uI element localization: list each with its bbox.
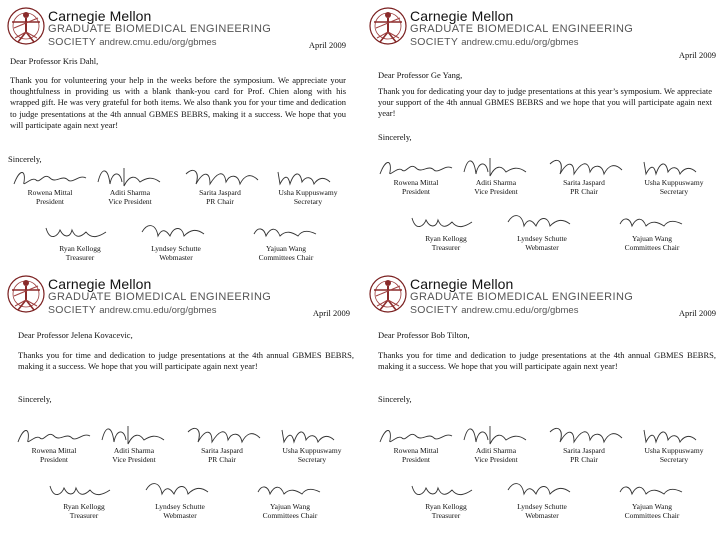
officer-role: Secretary bbox=[659, 455, 689, 464]
officer-name: Rowena Mittal bbox=[31, 446, 77, 455]
greeting: Dear Professor Jelena Kovacevic, bbox=[18, 330, 133, 340]
officer-signature-block bbox=[538, 152, 630, 196]
officer-name: Usha Kuppuswamy bbox=[282, 446, 342, 455]
officer-role: Treasurer bbox=[431, 511, 461, 520]
officer-signature-block bbox=[370, 420, 462, 464]
officer-role: Secretary bbox=[659, 187, 689, 196]
officer-role: President bbox=[402, 455, 430, 464]
officer-role: Committees Chair bbox=[624, 511, 680, 520]
program-name: GRADUATE BIOMEDICAL ENGINEERING bbox=[410, 291, 634, 303]
officer-signature-block bbox=[4, 162, 96, 206]
signature-scribble-icon bbox=[502, 476, 582, 502]
signature-scribble-icon bbox=[544, 152, 624, 178]
closing: Sincerely, bbox=[378, 394, 412, 404]
officer-signature-block bbox=[370, 152, 462, 196]
officer-name: Aditi Sharma bbox=[475, 178, 517, 187]
greeting: Dear Professor Ge Yang, bbox=[378, 70, 463, 80]
officer-role: Webmaster bbox=[159, 253, 193, 262]
university-name: Carnegie Mellon bbox=[410, 276, 514, 292]
officer-signature-block bbox=[606, 208, 698, 252]
officer-name: Yajuan Wang bbox=[270, 502, 310, 511]
officer-signature-block bbox=[38, 476, 130, 520]
signature-scribble-icon bbox=[456, 420, 536, 446]
signature-scribble-icon bbox=[136, 218, 216, 244]
society-url: andrew.cmu.edu/org/gbmes bbox=[99, 305, 217, 316]
thank-you-card bbox=[4, 272, 354, 536]
signature-scribble-icon bbox=[40, 218, 120, 244]
signature-scribble-icon bbox=[376, 152, 456, 178]
officer-name: Lyndsey Schutte bbox=[155, 502, 205, 511]
officer-name: Ryan Kellogg bbox=[425, 502, 467, 511]
officer-role: Vice President bbox=[474, 455, 518, 464]
officer-name: Yajuan Wang bbox=[632, 234, 672, 243]
officer-role: PR Chair bbox=[570, 455, 598, 464]
society-url: andrew.cmu.edu/org/gbmes bbox=[99, 37, 217, 48]
officer-name: Ryan Kellogg bbox=[425, 234, 467, 243]
society-label: SOCIETY bbox=[410, 36, 459, 48]
officer-name: Aditi Sharma bbox=[109, 188, 151, 197]
officer-name: Ryan Kellogg bbox=[63, 502, 105, 511]
officer-role: Treasurer bbox=[431, 243, 461, 252]
officer-role: Vice President bbox=[474, 187, 518, 196]
officer-signature-block bbox=[496, 208, 588, 252]
society-label: SOCIETY bbox=[48, 304, 97, 316]
signature-scribble-icon bbox=[140, 476, 220, 502]
officer-signature-block bbox=[538, 420, 630, 464]
officer-signature-block bbox=[262, 162, 354, 206]
signature-scribble-icon bbox=[182, 420, 262, 446]
officer-role: Secretary bbox=[293, 197, 323, 206]
letter-date: April 2009 bbox=[312, 308, 350, 318]
signature-scribble-icon bbox=[90, 162, 170, 188]
officer-name: Rowena Mittal bbox=[27, 188, 73, 197]
university-name: Carnegie Mellon bbox=[410, 8, 514, 24]
signature-scribble-icon bbox=[376, 420, 456, 446]
message-body: Thanks you for time and dedication to judge presentations at the 4th annual GBMES BEBRS, making it a success. We hope that you will participate again next year! bbox=[18, 350, 354, 372]
officer-name: Sarita Jaspard bbox=[563, 178, 605, 187]
program-name: GRADUATE BIOMEDICAL ENGINEERING bbox=[48, 291, 272, 303]
society-line bbox=[410, 304, 578, 316]
closing: Sincerely, bbox=[8, 154, 42, 164]
officer-signature-block bbox=[174, 162, 266, 206]
signature-scribble-icon bbox=[250, 476, 330, 502]
closing: Sincerely, bbox=[18, 394, 52, 404]
officer-role: PR Chair bbox=[206, 197, 234, 206]
officer-name: Lyndsey Schutte bbox=[151, 244, 201, 253]
message-body: Thank you for dedicating your day to judge presentations at this year’s symposium. We appreciate your support of the 4th annual GBMES BEBRS and we hope that you will participate again next year! bbox=[378, 86, 712, 119]
cmu-seal-icon bbox=[6, 4, 46, 48]
signature-scribble-icon bbox=[502, 208, 582, 234]
officer-signature-block bbox=[266, 420, 358, 464]
officer-name: Lyndsey Schutte bbox=[517, 502, 567, 511]
message-body: Thank you for volunteering your help in the weeks before the symposium. We appreciate your thoughtfulness in providing us with a blank thank-you card for Prof. Chien along with his wrapped gift. He was very grateful for both items. We also thank you for your time and dedication to judge presentations at the 4th annual GBMES BEBRS, making it a success. We hope that you will participate again next year! bbox=[10, 75, 346, 130]
officer-name: Ryan Kellogg bbox=[59, 244, 101, 253]
signature-scribble-icon bbox=[272, 420, 352, 446]
officer-role: Committees Chair bbox=[624, 243, 680, 252]
signature-scribble-icon bbox=[14, 420, 94, 446]
officer-role: Committees Chair bbox=[258, 253, 314, 262]
signature-scribble-icon bbox=[634, 420, 714, 446]
signature-scribble-icon bbox=[44, 476, 124, 502]
officer-role: President bbox=[40, 455, 68, 464]
program-name: GRADUATE BIOMEDICAL ENGINEERING bbox=[410, 23, 634, 35]
signature-scribble-icon bbox=[456, 152, 536, 178]
officer-role: Vice President bbox=[112, 455, 156, 464]
officer-name: Sarita Jaspard bbox=[199, 188, 241, 197]
officer-role: Webmaster bbox=[525, 243, 559, 252]
greeting: Dear Professor Bob Tilton, bbox=[378, 330, 470, 340]
program-name: GRADUATE BIOMEDICAL ENGINEERING bbox=[48, 23, 272, 35]
cmu-seal-icon bbox=[368, 4, 408, 48]
message-body: Thanks you for time and dedication to judge presentations at the 4th annual GBMES BEBRS, making it a success. We hope that you will participate again next year! bbox=[378, 350, 716, 372]
officer-name: Usha Kuppuswamy bbox=[644, 178, 704, 187]
signature-scribble-icon bbox=[612, 476, 692, 502]
officer-role: President bbox=[36, 197, 64, 206]
signature-scribble-icon bbox=[634, 152, 714, 178]
officer-signature-block bbox=[628, 420, 720, 464]
officer-signature-block bbox=[240, 218, 332, 262]
officer-signature-block bbox=[496, 476, 588, 520]
officer-role: Vice President bbox=[108, 197, 152, 206]
officer-role: PR Chair bbox=[208, 455, 236, 464]
officer-signature-block bbox=[8, 420, 100, 464]
university-name: Carnegie Mellon bbox=[48, 8, 152, 24]
signature-scribble-icon bbox=[246, 218, 326, 244]
officer-signature-block bbox=[450, 152, 542, 196]
officer-name: Sarita Jaspard bbox=[563, 446, 605, 455]
signature-scribble-icon bbox=[94, 420, 174, 446]
officer-name: Aditi Sharma bbox=[113, 446, 155, 455]
officer-signature-block bbox=[400, 208, 492, 252]
officer-role: Webmaster bbox=[163, 511, 197, 520]
signature-scribble-icon bbox=[406, 476, 486, 502]
officer-signature-block bbox=[84, 162, 176, 206]
officer-name: Aditi Sharma bbox=[475, 446, 517, 455]
officer-name: Usha Kuppuswamy bbox=[278, 188, 338, 197]
officer-name: Yajuan Wang bbox=[632, 502, 672, 511]
officer-signature-block bbox=[34, 218, 126, 262]
letter-date: April 2009 bbox=[678, 308, 716, 318]
signature-scribble-icon bbox=[268, 162, 348, 188]
officer-signature-block bbox=[88, 420, 180, 464]
officer-role: Webmaster bbox=[525, 511, 559, 520]
officer-signature-block bbox=[244, 476, 336, 520]
signature-scribble-icon bbox=[544, 420, 624, 446]
society-label: SOCIETY bbox=[410, 304, 459, 316]
letter-date: April 2009 bbox=[308, 40, 346, 50]
society-url: andrew.cmu.edu/org/gbmes bbox=[461, 305, 579, 316]
society-url: andrew.cmu.edu/org/gbmes bbox=[461, 37, 579, 48]
officer-name: Rowena Mittal bbox=[393, 446, 439, 455]
officer-signature-block bbox=[130, 218, 222, 262]
officer-signature-block bbox=[176, 420, 268, 464]
thank-you-card bbox=[4, 4, 354, 268]
officer-name: Rowena Mittal bbox=[393, 178, 439, 187]
society-label: SOCIETY bbox=[48, 36, 97, 48]
greeting: Dear Professor Kris Dahl, bbox=[10, 56, 99, 66]
university-name: Carnegie Mellon bbox=[48, 276, 152, 292]
officer-role: President bbox=[402, 187, 430, 196]
society-line bbox=[48, 304, 216, 316]
letter-date: April 2009 bbox=[678, 50, 716, 60]
officer-name: Lyndsey Schutte bbox=[517, 234, 567, 243]
signature-scribble-icon bbox=[10, 162, 90, 188]
officer-role: Treasurer bbox=[65, 253, 95, 262]
society-line bbox=[48, 36, 216, 48]
officer-signature-block bbox=[606, 476, 698, 520]
closing: Sincerely, bbox=[378, 132, 412, 142]
officer-role: Committees Chair bbox=[262, 511, 318, 520]
society-line bbox=[410, 36, 578, 48]
officer-signature-block bbox=[400, 476, 492, 520]
signature-scribble-icon bbox=[406, 208, 486, 234]
signature-scribble-icon bbox=[180, 162, 260, 188]
officer-role: PR Chair bbox=[570, 187, 598, 196]
officer-name: Usha Kuppuswamy bbox=[644, 446, 704, 455]
officer-role: Secretary bbox=[297, 455, 327, 464]
officer-name: Sarita Jaspard bbox=[201, 446, 243, 455]
officer-signature-block bbox=[134, 476, 226, 520]
cmu-seal-icon bbox=[368, 272, 408, 316]
thank-you-card bbox=[366, 272, 716, 536]
officer-signature-block bbox=[628, 152, 720, 196]
officer-signature-block bbox=[450, 420, 542, 464]
signature-scribble-icon bbox=[612, 208, 692, 234]
thank-you-card bbox=[366, 4, 716, 268]
officer-name: Yajuan Wang bbox=[266, 244, 306, 253]
officer-role: Treasurer bbox=[69, 511, 99, 520]
cmu-seal-icon bbox=[6, 272, 46, 316]
